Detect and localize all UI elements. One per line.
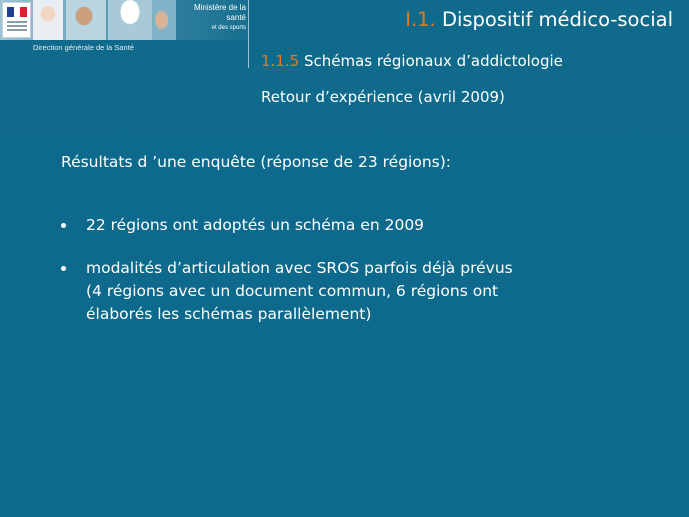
bullet-line: (4 régions avec un document commun, 6 régions ont: [86, 282, 499, 300]
runner-photo-icon: [152, 0, 176, 40]
ministry-name: [178, 3, 246, 33]
ministry-line-1: Ministère de la santé: [193, 3, 246, 22]
child-photo-icon: [66, 0, 106, 40]
marianne-logo-icon: [2, 2, 31, 38]
subtitle-text: Schémas régionaux d’addictologie: [303, 52, 563, 70]
title-number: I.1.: [405, 8, 436, 31]
logo-text-lines: [7, 21, 27, 33]
list-item: [61, 214, 661, 237]
feedback-subline: Retour d’expérience (avril 2009): [261, 88, 505, 106]
list-item: [61, 257, 661, 326]
bullet-icon: [61, 223, 66, 228]
bullet-icon: [61, 266, 66, 271]
bullet-line: élaborés les schémas parallèlement): [86, 305, 372, 323]
title-text: Dispositif médico-social: [441, 8, 673, 31]
nurse-photo-icon: [33, 0, 63, 40]
results-heading: Résultats d ’une enquête (réponse de 23 régions):: [61, 153, 451, 171]
ministry-line-2: et des sports: [211, 25, 246, 31]
directorate-label: Direction générale de la Santé: [33, 43, 134, 52]
athlete-photo-icon: [108, 0, 152, 40]
section-subtitle: [261, 52, 563, 70]
subtitle-number: 1.1.5: [261, 52, 300, 70]
page-title: [405, 8, 673, 31]
tricolor-flag-icon: [7, 7, 27, 17]
bullet-line: modalités d’articulation avec SROS parfois déjà prévus: [86, 259, 513, 277]
bullet-line: 22 régions ont adoptés un schéma en 2009: [86, 216, 425, 234]
header-divider: [248, 0, 249, 68]
results-list: [61, 214, 661, 346]
header-banner: [0, 0, 248, 40]
